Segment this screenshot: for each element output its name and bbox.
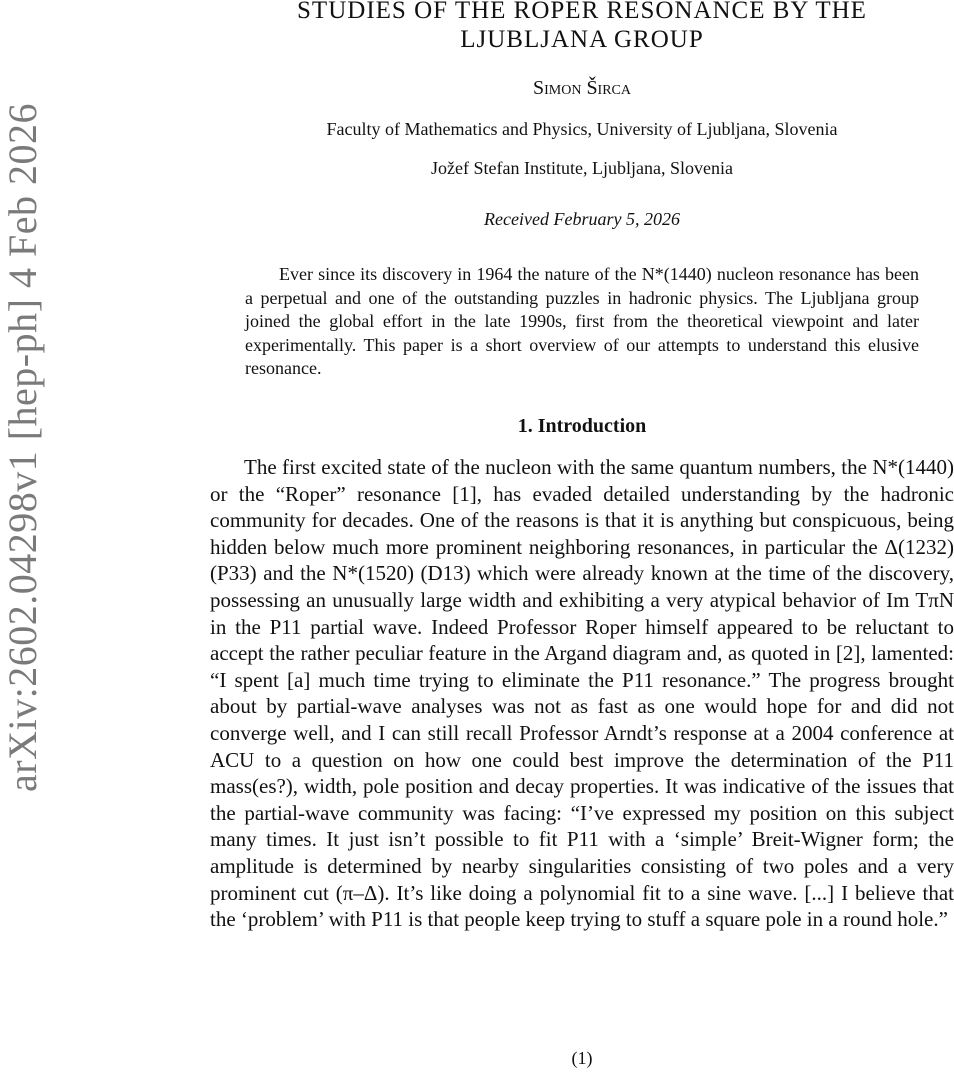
page-number: (1): [571, 1048, 593, 1068]
author-name: Simon Širca: [532, 77, 632, 99]
section-heading: 1. Introduction: [517, 415, 647, 437]
arxiv-id: arXiv:2602.04298v1 [hep-ph] 4 Feb 2026: [0, 103, 45, 792]
arxiv-stamp: [0, 85, 44, 810]
title-line-2: LJUBLJANA GROUP: [460, 26, 704, 53]
body-paragraph: The first excited state of the nucleon with the same quantum numbers, the N*(1440) or the “Roper” resonance [1], has evaded detailed understanding by the hadronic community for decades. One of the reasons is that it is anything but conspicuous, being hidden below much more prominent neighboring resonances, in particular the Δ(1232) (P33) and the N*(1520) (D13) which were already known at the time of the discovery, possessing an unusually large width and exhibiting a very atypical behavior of Im TπN in the P11 partial wave. Indeed Professor Roper himself appeared to be reluctant to accept the rather peculiar feature in the Argand diagram and, as quoted in [2], lamented: “I spent [a] much time trying to eliminate the P11 resonance.” The progress brought about by partial-wave analyses was not as fast as one would hope for and did not converge well, and I can still recall Professor Arndt’s response at a 2004 conference at ACU to a question on how one could best improve the determination of the P11 mass(es?), width, pole position and decay properties. It was indicative of the issues that the partial-wave community was facing: “I’ve expressed my position on this subject many times. It just isn’t possible to fit P11 with a ‘simple’ Breit-Wigner form; the amplitude is determined by nearby singularities consisting of two poles and a very prominent cut (π–Δ). It’s like doing a polynomial fit to a sine wave. [...] I believe that the ‘problem’ with P11 is that people keep trying to stuff a square pole in a round hole.”: [210, 455, 954, 932]
received-date: Received February 5, 2026: [484, 209, 680, 229]
affiliation-2: Jožef Stefan Institute, Ljubljana, Slovenia: [431, 158, 733, 178]
abstract: Ever since its discovery in 1964 the nature of the N*(1440) nucleon resonance has been a perpetual and one of the outstanding puzzles in hadronic physics. The Ljubljana group joined the global effort in the late 1990s, first from the theoretical viewpoint and later experimentally. This paper is a short overview of our attempts to understand this elusive resonance.: [245, 264, 919, 378]
title-line-1: STUDIES OF THE ROPER RESONANCE BY THE: [297, 0, 867, 24]
paper-title: [210, 0, 954, 54]
affiliation-1: Faculty of Mathematics and Physics, University of Ljubljana, Slovenia: [326, 119, 838, 139]
